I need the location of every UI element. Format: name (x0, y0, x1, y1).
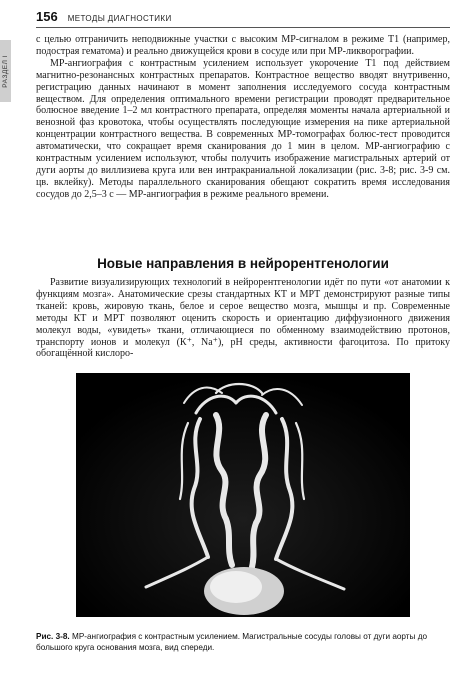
figure-label: Рис. 3-8. (36, 632, 70, 641)
section-tab (0, 40, 11, 102)
header-rule (36, 27, 450, 28)
page-number: 156 (36, 9, 58, 24)
paragraph: с целью отграничить неподвижные участки с высоким МР-сигналом в режиме Т1 (например, подострая гематома) и реально движущейся крови в сосуде или при МР-ликворографии. (36, 34, 450, 57)
figure-caption-text: МР-ангиография с контрастным усилением. Магистральные сосуды головы от дуги аорты до большого круга основания мозга, вид спереди. (36, 632, 428, 652)
page-header (36, 9, 450, 24)
section-heading: Новые направления в нейрорентгенологии (97, 256, 389, 271)
angiography-image (76, 373, 410, 617)
text-block-bottom (36, 277, 450, 360)
section-tab-label: РАЗДЕЛ I (2, 54, 9, 88)
figure-caption (36, 631, 450, 653)
paragraph: МР-ангиография с контрастным усилением использует укорочение Т1 под действием магнитно-резонансных контрастных препаратов. Контрастное вещество вводят внутривенно, регистрацию данных начинают в момент заполнения исследуемого сосуда контрастным веществом. Для определения оптимального времени регистрации проводят предварительное болюсное введение 1–2 мл контрастного препарата, определяя моменты начала артериальной и венозной фаз кровотока, чтобы осуществлять последующие измерения на пике артериальной концентрации контрастного вещества. В современных МР-томографах болюс-тест проводится автоматически, что сокращает время сканирования до 1 мин в целом. МР-ангиографию с контрастным усилением используют, чтобы получить изображение магистральных артерий от дуги аорты до виллизиева круга или вен интракраниальной локализации (рис. 3-8; рис. 3-9 см. цв. вклейку). Методы параллельного сканирования обещают сократить время исследования сосудов до 2,5–3 с — МР-ангиография в режиме реального времени. (36, 57, 450, 200)
angiography-figure (76, 373, 410, 617)
paragraph: Развитие визуализирующих технологий в нейрорентгенологии идёт по пути «от анатомии к функциям мозга». Анатомические срезы стандартных КТ и МРТ демонстрируют разные типы тканей: кровь, жировую ткань, белое и серое вещество мозга, мышцы и пр. Современные методы КТ и МРТ позволяют оценить скорость и ориентацию диффузионного движения молекул воды, «увидеть» ткани, отличающиеся по обменному взаимодействию протонов, транспорту ионов и молекул (К⁺, Na⁺), pH среды, активности фагоцитоза. По притоку обогащённой кислоро- (36, 277, 450, 360)
running-title: МЕТОДЫ ДИАГНОСТИКИ (67, 14, 172, 23)
text-block-top (36, 34, 450, 201)
